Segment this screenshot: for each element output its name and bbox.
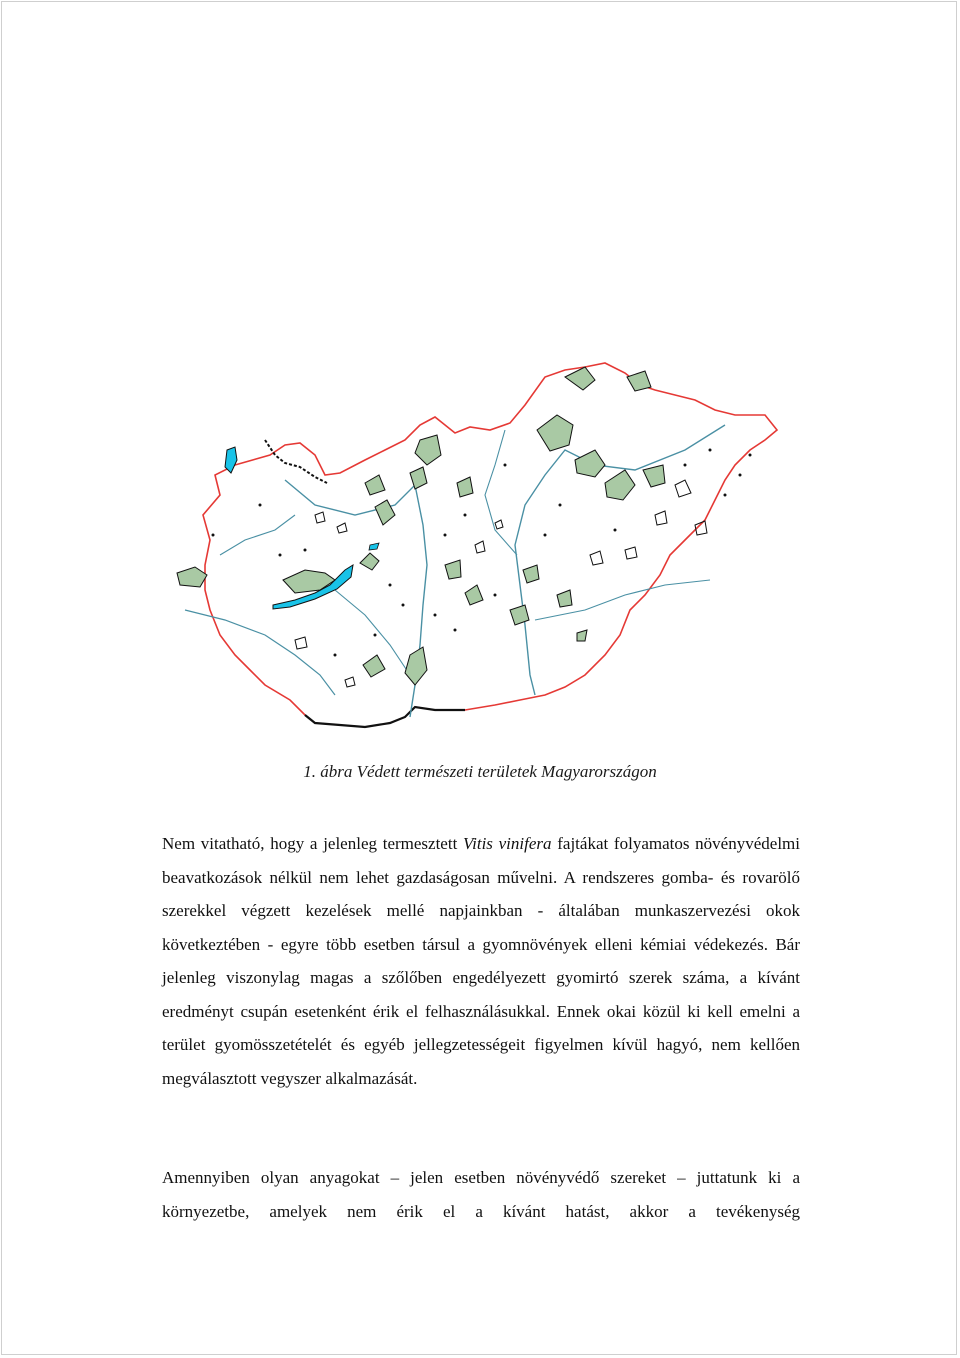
river-raba [220,515,295,555]
country-border [203,363,777,727]
paragraph-1 [162,827,800,1095]
lake-velence [369,543,379,550]
paragraph-1-part2: fajtákat folyamatos növényvédelmi beavatkozások nélkül nem lehet gazdaságosan művelni. A rendszeres gomba- és rovarölő szerekkel végzett kezelések mellé napjainkban - általában munkaszervezési okok következtében - egyre több esetben társul a gyomnövények elleni kémiai védekezés. Bár jelenleg viszonylag magas a szőlőben engedélyezett gyomirtó szerek száma, a kívánt eredményt csupán esetenként érik el felhasználásukkal. Ennek okai közül ki kell emelni a terület gyomösszetételét és egyéb jellegzetességeit figyelmen kívül hagyó, nem kellően megválasztott vegyszer alkalmazását. [162,834,800,1088]
map-svg [165,355,785,740]
southern-border-segment [305,707,465,727]
paragraph-1-part1: Nem vitatható, hogy a jelenleg termesztett [162,834,464,853]
paragraph-2: Amennyiben olyan anyagokat – jelen esetben növényvédő szereket – juttatunk ki a környezetbe, amelyek nem érik el a kívánt hatást, akkor a tevékenység [162,1168,800,1221]
river-zagyva [485,430,517,555]
figure-caption: 1. ábra Védett természeti területek Magyarországon [303,762,657,781]
species-name: Vitis vinifera [463,834,552,853]
river-drava [185,610,335,695]
small-protected-outlines [295,480,707,687]
hungary-protected-areas-map [165,355,785,740]
tisza-river [515,425,725,695]
lake-ferto [225,447,237,473]
scattered-small-areas [212,449,752,657]
